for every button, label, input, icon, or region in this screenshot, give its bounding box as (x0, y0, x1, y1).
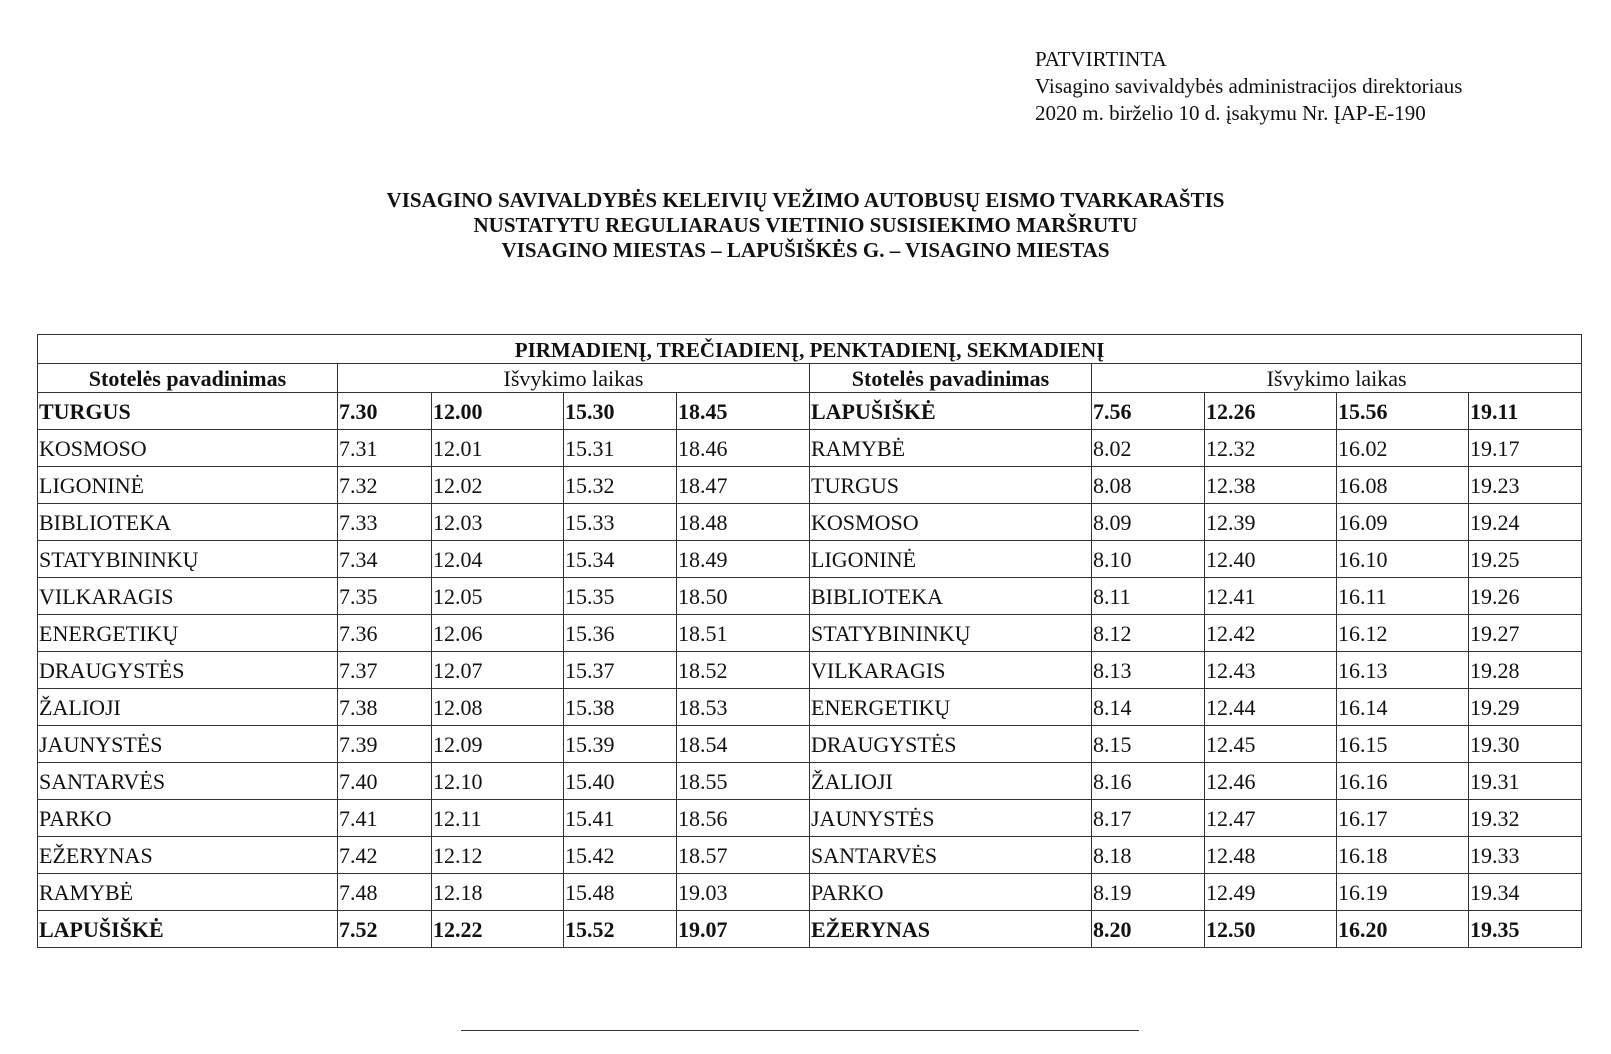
stop-name-return: JAUNYSTĖS (810, 800, 1092, 837)
departure-time-return: 19.26 (1469, 578, 1582, 615)
departure-time-outbound: 7.34 (338, 541, 432, 578)
departure-time-return: 16.13 (1337, 652, 1469, 689)
departure-time-return: 16.17 (1337, 800, 1469, 837)
title-line-1: VISAGINO SAVIVALDYBĖS KELEIVIŲ VEŽIMO AUTOBUSŲ EISMO TVARKARAŠTIS (386, 188, 1225, 212)
document-title (0, 188, 1611, 263)
departure-time-return: 8.16 (1092, 763, 1205, 800)
table-row (38, 615, 1582, 652)
departure-time-return: 12.40 (1205, 541, 1337, 578)
departure-time-outbound: 12.08 (432, 689, 564, 726)
departure-time-outbound: 12.03 (432, 504, 564, 541)
departure-time-outbound: 19.07 (677, 911, 810, 948)
departure-time-return: 12.38 (1205, 467, 1337, 504)
stop-name-outbound: DRAUGYSTĖS (38, 652, 338, 689)
timetable-body (38, 393, 1582, 948)
departure-time-return: 12.45 (1205, 726, 1337, 763)
departure-time-outbound: 7.39 (338, 726, 432, 763)
stop-name-outbound: RAMYBĖ (38, 874, 338, 911)
table-row (38, 800, 1582, 837)
departure-time-outbound: 15.39 (564, 726, 677, 763)
departure-time-outbound: 18.50 (677, 578, 810, 615)
stop-name-return: PARKO (810, 874, 1092, 911)
stop-name-outbound: LIGONINĖ (38, 467, 338, 504)
departure-time-header-return: Išvykimo laikas (1092, 364, 1582, 393)
departure-time-outbound: 7.37 (338, 652, 432, 689)
departure-time-outbound: 12.12 (432, 837, 564, 874)
departure-time-outbound: 18.56 (677, 800, 810, 837)
departure-time-outbound: 7.41 (338, 800, 432, 837)
departure-time-return: 8.15 (1092, 726, 1205, 763)
departure-time-return: 16.12 (1337, 615, 1469, 652)
departure-time-outbound: 15.36 (564, 615, 677, 652)
departure-time-return: 16.14 (1337, 689, 1469, 726)
departure-time-outbound: 15.33 (564, 504, 677, 541)
departure-time-return: 19.23 (1469, 467, 1582, 504)
stop-name-outbound: VILKARAGIS (38, 578, 338, 615)
departure-time-return: 16.11 (1337, 578, 1469, 615)
stop-name-return: EŽERYNAS (810, 911, 1092, 948)
departure-time-outbound: 15.32 (564, 467, 677, 504)
stop-name-outbound: SANTARVĖS (38, 763, 338, 800)
departure-time-outbound: 18.54 (677, 726, 810, 763)
departure-time-return: 8.02 (1092, 430, 1205, 467)
departure-time-outbound: 7.36 (338, 615, 432, 652)
approval-title: PATVIRTINTA (1035, 47, 1167, 71)
stop-name-header-return: Stotelės pavadinimas (810, 364, 1092, 393)
departure-time-outbound: 12.18 (432, 874, 564, 911)
departure-time-return: 12.39 (1205, 504, 1337, 541)
departure-time-outbound: 7.35 (338, 578, 432, 615)
departure-time-outbound: 7.38 (338, 689, 432, 726)
table-row (38, 689, 1582, 726)
stop-name-return: BIBLIOTEKA (810, 578, 1092, 615)
table-row (38, 430, 1582, 467)
departure-time-return: 8.18 (1092, 837, 1205, 874)
stop-name-outbound: TURGUS (38, 393, 338, 430)
departure-time-return: 12.43 (1205, 652, 1337, 689)
departure-time-outbound: 7.30 (338, 393, 432, 430)
departure-time-outbound: 7.52 (338, 911, 432, 948)
departure-time-return: 12.44 (1205, 689, 1337, 726)
stop-name-outbound: ENERGETIKŲ (38, 615, 338, 652)
departure-time-return: 19.28 (1469, 652, 1582, 689)
departure-time-outbound: 7.33 (338, 504, 432, 541)
departure-time-return: 19.24 (1469, 504, 1582, 541)
table-row (38, 837, 1582, 874)
departure-time-outbound: 18.47 (677, 467, 810, 504)
departure-time-return: 15.56 (1337, 393, 1469, 430)
departure-time-return: 12.47 (1205, 800, 1337, 837)
approval-block (1035, 46, 1462, 127)
departure-time-return: 19.29 (1469, 689, 1582, 726)
stop-name-return: KOSMOSO (810, 504, 1092, 541)
stop-name-return: DRAUGYSTĖS (810, 726, 1092, 763)
departure-time-return: 19.17 (1469, 430, 1582, 467)
days-header: PIRMADIENĮ, TREČIADIENĮ, PENKTADIENĮ, SEKMADIENĮ (38, 335, 1582, 364)
stop-name-return: LIGONINĖ (810, 541, 1092, 578)
title-line-3: VISAGINO MIESTAS – LAPUŠIŠKĖS G. – VISAGINO MIESTAS (501, 238, 1110, 262)
title-line-2: NUSTATYTU REGULIARAUS VIETINIO SUSISIEKIMO MARŠRUTU (473, 213, 1138, 237)
departure-time-return: 19.27 (1469, 615, 1582, 652)
departure-time-return: 16.18 (1337, 837, 1469, 874)
departure-time-return: 16.09 (1337, 504, 1469, 541)
departure-time-return: 19.31 (1469, 763, 1582, 800)
stop-name-outbound: LAPUŠIŠKĖ (38, 911, 338, 948)
departure-time-return: 16.10 (1337, 541, 1469, 578)
departure-time-return: 8.12 (1092, 615, 1205, 652)
departure-time-return: 16.15 (1337, 726, 1469, 763)
departure-time-return: 12.41 (1205, 578, 1337, 615)
departure-time-outbound: 15.31 (564, 430, 677, 467)
stop-name-return: ŽALIOJI (810, 763, 1092, 800)
table-row (38, 911, 1582, 948)
departure-time-return: 19.11 (1469, 393, 1582, 430)
departure-time-return: 7.56 (1092, 393, 1205, 430)
departure-time-return: 12.50 (1205, 911, 1337, 948)
departure-time-outbound: 15.42 (564, 837, 677, 874)
timetable (37, 334, 1582, 948)
departure-time-return: 8.17 (1092, 800, 1205, 837)
departure-time-outbound: 12.06 (432, 615, 564, 652)
departure-time-return: 12.26 (1205, 393, 1337, 430)
departure-time-outbound: 15.48 (564, 874, 677, 911)
table-row (38, 652, 1582, 689)
departure-time-return: 12.48 (1205, 837, 1337, 874)
departure-time-outbound: 18.49 (677, 541, 810, 578)
stop-name-outbound: PARKO (38, 800, 338, 837)
departure-time-return: 12.32 (1205, 430, 1337, 467)
approval-authority: Visagino savivaldybės administracijos direktoriaus (1035, 74, 1463, 98)
departure-time-outbound: 18.48 (677, 504, 810, 541)
departure-time-outbound: 18.46 (677, 430, 810, 467)
stop-name-return: RAMYBĖ (810, 430, 1092, 467)
table-row (38, 393, 1582, 430)
stop-name-outbound: KOSMOSO (38, 430, 338, 467)
departure-time-return: 19.30 (1469, 726, 1582, 763)
departure-time-return: 19.32 (1469, 800, 1582, 837)
departure-time-outbound: 18.45 (677, 393, 810, 430)
departure-time-return: 19.33 (1469, 837, 1582, 874)
departure-time-header-outbound: Išvykimo laikas (338, 364, 810, 393)
departure-time-outbound: 15.52 (564, 911, 677, 948)
stop-name-return: VILKARAGIS (810, 652, 1092, 689)
departure-time-outbound: 12.07 (432, 652, 564, 689)
departure-time-return: 16.20 (1337, 911, 1469, 948)
stop-name-return: ENERGETIKŲ (810, 689, 1092, 726)
departure-time-return: 19.34 (1469, 874, 1582, 911)
departure-time-outbound: 12.02 (432, 467, 564, 504)
departure-time-return: 8.08 (1092, 467, 1205, 504)
table-row (38, 504, 1582, 541)
departure-time-return: 8.14 (1092, 689, 1205, 726)
departure-time-return: 16.16 (1337, 763, 1469, 800)
departure-time-return: 12.49 (1205, 874, 1337, 911)
table-row (38, 541, 1582, 578)
departure-time-return: 16.02 (1337, 430, 1469, 467)
departure-time-return: 8.13 (1092, 652, 1205, 689)
stop-name-return: LAPUŠIŠKĖ (810, 393, 1092, 430)
departure-time-outbound: 12.05 (432, 578, 564, 615)
departure-time-outbound: 15.30 (564, 393, 677, 430)
departure-time-outbound: 12.22 (432, 911, 564, 948)
departure-time-outbound: 7.32 (338, 467, 432, 504)
table-row (38, 874, 1582, 911)
stop-name-outbound: EŽERYNAS (38, 837, 338, 874)
departure-time-outbound: 7.42 (338, 837, 432, 874)
stop-name-outbound: ŽALIOJI (38, 689, 338, 726)
table-row (38, 578, 1582, 615)
departure-time-return: 12.46 (1205, 763, 1337, 800)
stop-name-return: STATYBININKŲ (810, 615, 1092, 652)
departure-time-return: 8.09 (1092, 504, 1205, 541)
departure-time-outbound: 12.00 (432, 393, 564, 430)
departure-time-outbound: 15.41 (564, 800, 677, 837)
departure-time-outbound: 7.48 (338, 874, 432, 911)
departure-time-return: 8.11 (1092, 578, 1205, 615)
departure-time-outbound: 12.01 (432, 430, 564, 467)
departure-time-return: 8.19 (1092, 874, 1205, 911)
departure-time-return: 8.20 (1092, 911, 1205, 948)
departure-time-outbound: 19.03 (677, 874, 810, 911)
departure-time-outbound: 12.10 (432, 763, 564, 800)
departure-time-return: 8.10 (1092, 541, 1205, 578)
departure-time-outbound: 12.11 (432, 800, 564, 837)
departure-time-outbound: 18.52 (677, 652, 810, 689)
departure-time-outbound: 12.04 (432, 541, 564, 578)
departure-time-outbound: 18.55 (677, 763, 810, 800)
departure-time-return: 16.08 (1337, 467, 1469, 504)
stop-name-outbound: BIBLIOTEKA (38, 504, 338, 541)
departure-time-outbound: 18.57 (677, 837, 810, 874)
departure-time-return: 12.42 (1205, 615, 1337, 652)
departure-time-return: 19.25 (1469, 541, 1582, 578)
stop-name-return: TURGUS (810, 467, 1092, 504)
departure-time-outbound: 15.35 (564, 578, 677, 615)
table-row (38, 726, 1582, 763)
departure-time-outbound: 7.31 (338, 430, 432, 467)
stop-name-outbound: STATYBININKŲ (38, 541, 338, 578)
departure-time-outbound: 12.09 (432, 726, 564, 763)
stop-name-outbound: JAUNYSTĖS (38, 726, 338, 763)
table-row (38, 467, 1582, 504)
departure-time-outbound: 15.34 (564, 541, 677, 578)
departure-time-outbound: 15.38 (564, 689, 677, 726)
departure-time-outbound: 15.37 (564, 652, 677, 689)
departure-time-return: 16.19 (1337, 874, 1469, 911)
bottom-divider (461, 1030, 1139, 1031)
approval-order: 2020 m. birželio 10 d. įsakymu Nr. ĮAP-E-190 (1035, 101, 1426, 125)
departure-time-outbound: 18.51 (677, 615, 810, 652)
departure-time-outbound: 7.40 (338, 763, 432, 800)
stop-name-header-outbound: Stotelės pavadinimas (38, 364, 338, 393)
departure-time-outbound: 18.53 (677, 689, 810, 726)
departure-time-outbound: 15.40 (564, 763, 677, 800)
departure-time-return: 19.35 (1469, 911, 1582, 948)
stop-name-return: SANTARVĖS (810, 837, 1092, 874)
table-row (38, 763, 1582, 800)
